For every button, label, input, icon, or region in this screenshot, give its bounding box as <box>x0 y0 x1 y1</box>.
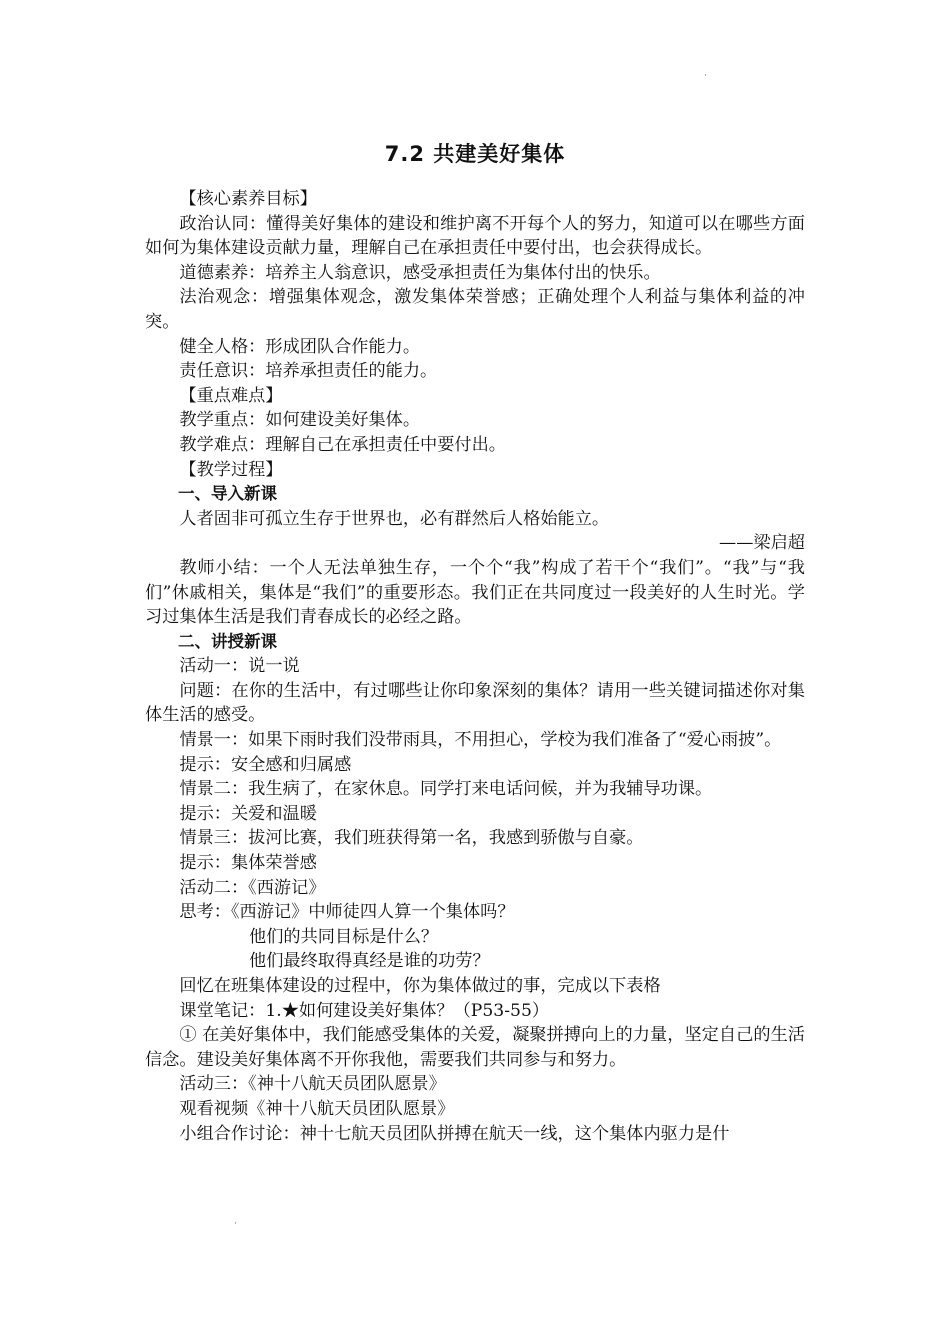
paragraph: 思考：《西游记》中师徒四人算一个集体吗？ <box>179 902 515 923</box>
paragraph: 观看视频《神十八航天员团队愿景》 <box>179 1098 455 1119</box>
paragraph: 课堂笔记：1.★如何建设美好集体？（P53-55） <box>179 1000 550 1021</box>
paragraph: 提示：安全感和归属感 <box>179 754 352 775</box>
paragraph: 小组合作讨论：神十七航天员团队拼搏在航天一线，这个集体内驱力是什 <box>179 1123 730 1144</box>
paragraph: 提示：集体荣誉感 <box>179 853 317 874</box>
header-mark: ˙ <box>703 74 708 85</box>
paragraph: 教师小结：一个人无法单独生存，一个个“我”构成了若干个“我们”。“我”与“我们”休戚相关，集体是“我们”的重要形态。我们正在共同度过一段美好的人生时光。学习过集体生活是我们青春成长的必经之路。 <box>145 557 805 628</box>
document-body <box>145 187 805 1146</box>
paragraph: 政治认同：懂得美好集体的建设和维护离不开每个人的努力，知道可以在哪些方面如何为集体建设贡献力量，理解自己在承担责任中要付出，也会获得成长。 <box>145 213 805 259</box>
quote: 人者固非可孤立生存于世界也，必有群然后人格始能立。 <box>179 508 610 529</box>
subsection-heading: 二、讲授新课 <box>178 631 277 651</box>
quote-author: ——梁启超 <box>719 533 805 554</box>
question-line: 他们最终取得真经是谁的功劳？ <box>249 951 490 972</box>
paragraph: 情景二：我生病了，在家休息。同学打来电话问候，并为我辅导功课。 <box>179 779 713 800</box>
paragraph: 活动二：《西游记》 <box>179 877 326 898</box>
paragraph: 活动一：说一说 <box>179 656 300 677</box>
page-title: 7.2 共建美好集体 <box>384 142 566 166</box>
paragraph: 法治观念：增强集体观念，激发集体荣誉感；正确处理个人利益与集体利益的冲突。 <box>145 287 805 332</box>
paragraph: 责任意识：培养承担责任的能力。 <box>179 361 438 382</box>
section-heading: 【核心素养目标】 <box>179 189 317 209</box>
paragraph: 提示：关爱和温暖 <box>179 803 317 824</box>
paragraph: 问题：在你的生活中，有过哪些让你印象深刻的集体？请用一些关键词描述你对集体生活的感受。 <box>145 680 805 726</box>
paragraph: 健全人格：形成团队合作能力。 <box>179 336 421 357</box>
section-heading: 【教学过程】 <box>179 459 283 480</box>
paragraph: 情景三：拔河比赛，我们班获得第一名，我感到骄傲与自豪。 <box>179 828 644 849</box>
paragraph: ① 在美好集体中，我们能感受集体的关爱，凝聚拼搏向上的力量，坚定自己的生活信念。建设美好集体离不开你我他，需要我们共同参与和努力。 <box>145 1025 805 1070</box>
paragraph: 道德素养：培养主人翁意识，感受承担责任为集体付出的快乐。 <box>179 262 661 283</box>
paragraph: 回忆在班集体建设的过程中，你为集体做过的事，完成以下表格 <box>179 976 661 996</box>
footer-mark: ˙ <box>233 1222 238 1233</box>
paragraph: 情景一：如果下雨时我们没带雨具，不用担心，学校为我们准备了“爱心雨披”。 <box>179 730 782 751</box>
question-line: 他们的共同目标是什么？ <box>249 926 439 947</box>
subsection-heading: 一、导入新课 <box>178 484 277 504</box>
section-heading: 【重点难点】 <box>179 385 283 406</box>
paragraph: 教学难点：理解自己在承担责任中要付出。 <box>179 434 506 455</box>
paragraph: 活动三：《神十八航天员团队愿景》 <box>179 1074 446 1095</box>
paragraph: 教学重点：如何建设美好集体。 <box>179 410 421 431</box>
